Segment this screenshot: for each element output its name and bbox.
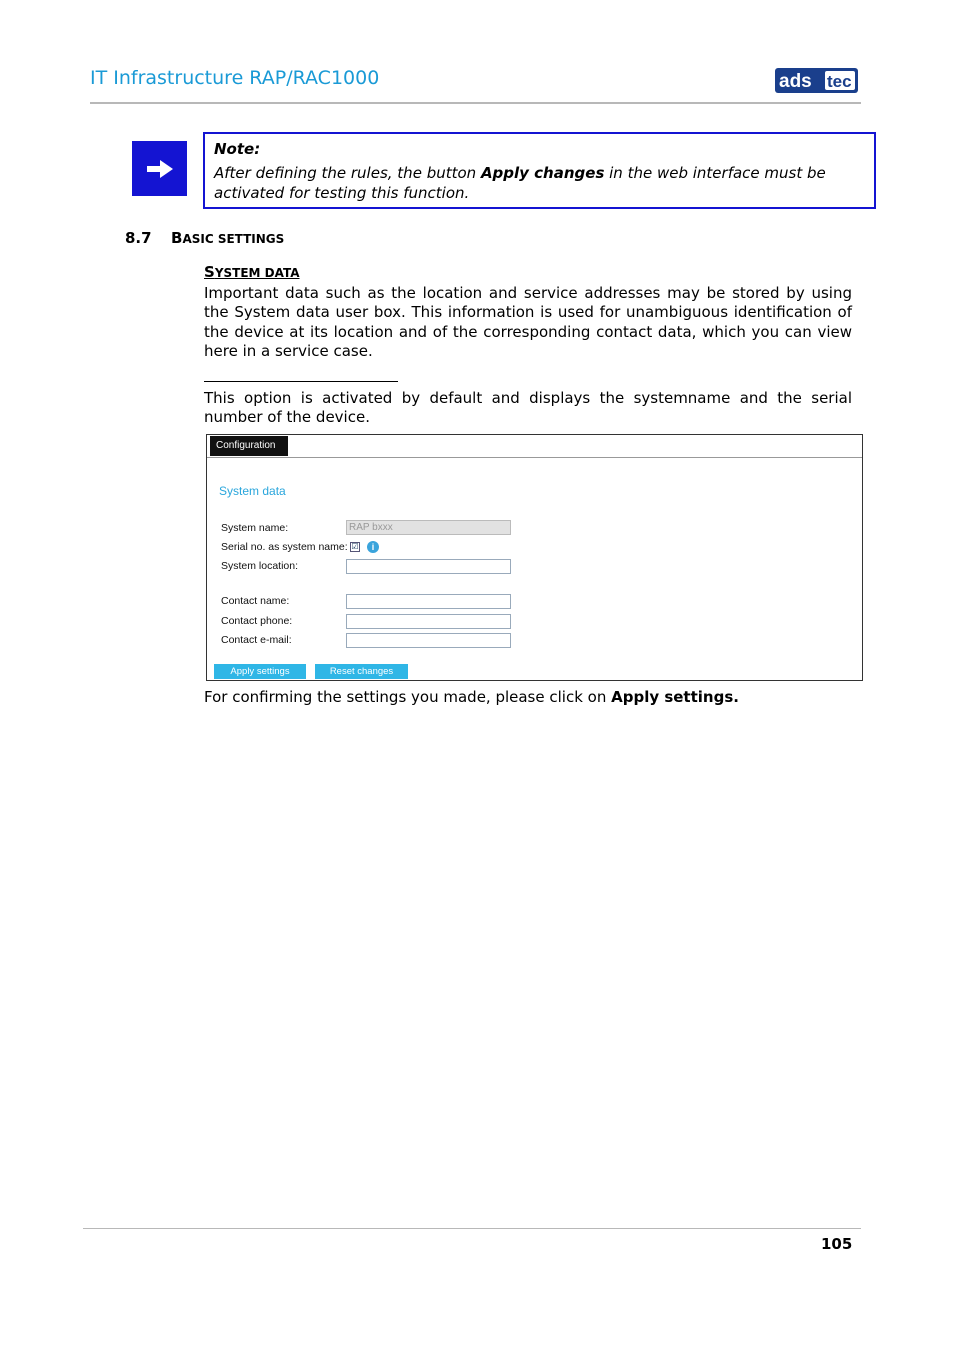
logo-text-tec: tec (827, 72, 852, 91)
section-title-initial: B (171, 229, 183, 247)
label-serial-no: Serial no. as system name: (221, 541, 348, 553)
contact-email-input[interactable] (346, 633, 511, 648)
confirm-bold: Apply settings. (611, 688, 739, 706)
default-option-paragraph: This option is activated by default and displays the systemname and the serial number of the device. (204, 389, 852, 427)
note-title: Note: (214, 140, 261, 158)
label-contact-phone: Contact phone: (221, 615, 293, 627)
tab-configuration[interactable]: Configuration (210, 436, 288, 456)
section-title-rest: ASIC SETTINGS (182, 232, 285, 246)
label-system-location: System location: (221, 560, 299, 572)
contact-phone-input[interactable] (346, 614, 511, 629)
label-contact-name: Contact name: (221, 595, 290, 607)
apply-settings-button[interactable]: Apply settings (214, 664, 306, 679)
arrow-right-icon (132, 141, 187, 196)
note-text (214, 163, 870, 203)
confirm-text: For confirming the settings you made, please click on (204, 688, 612, 706)
logo-text-ads: ads (779, 71, 812, 92)
ads-tec-logo (775, 68, 858, 93)
info-icon[interactable]: i (367, 541, 379, 553)
section-heading (125, 229, 284, 247)
system-location-input[interactable] (346, 559, 511, 574)
reset-changes-button[interactable]: Reset changes (315, 664, 408, 679)
note-box (203, 132, 876, 209)
contact-name-input[interactable] (346, 594, 511, 609)
system-data-screenshot (206, 434, 863, 681)
note-text-bold: Apply changes (480, 164, 605, 182)
screenshot-section-title: System data (219, 484, 286, 498)
confirm-paragraph (204, 688, 739, 706)
label-system-name: System name: (221, 522, 289, 534)
label-contact-email: Contact e-mail: (221, 634, 292, 646)
header-divider (90, 102, 861, 104)
subsection-heading (204, 262, 300, 281)
serial-no-checkbox[interactable]: ☑ (351, 542, 359, 551)
section-number: 8.7 (125, 229, 152, 247)
page-number: 105 (821, 1235, 853, 1253)
subsection-title-rest: YSTEM DATA (214, 266, 300, 280)
note-text-after: in the web interface must be activated for testing this function. (214, 164, 826, 202)
intro-paragraph: Important data such as the location and service addresses may be stored by using the System data user box. This information is used for unambiguous identification of the device at its location and of the corresponding contact data, which you can view here in a service case. (204, 284, 852, 361)
footnote-rule (204, 381, 398, 382)
system-name-input[interactable]: RAP bxxx (346, 520, 511, 535)
document-header-title: IT Infrastructure RAP/RAC1000 (90, 67, 380, 89)
note-text-before: After defining the rules, the button (214, 164, 481, 182)
footer-divider (83, 1228, 861, 1229)
screenshot-tab-bar (207, 435, 862, 458)
subsection-title-initial: S (204, 263, 215, 281)
